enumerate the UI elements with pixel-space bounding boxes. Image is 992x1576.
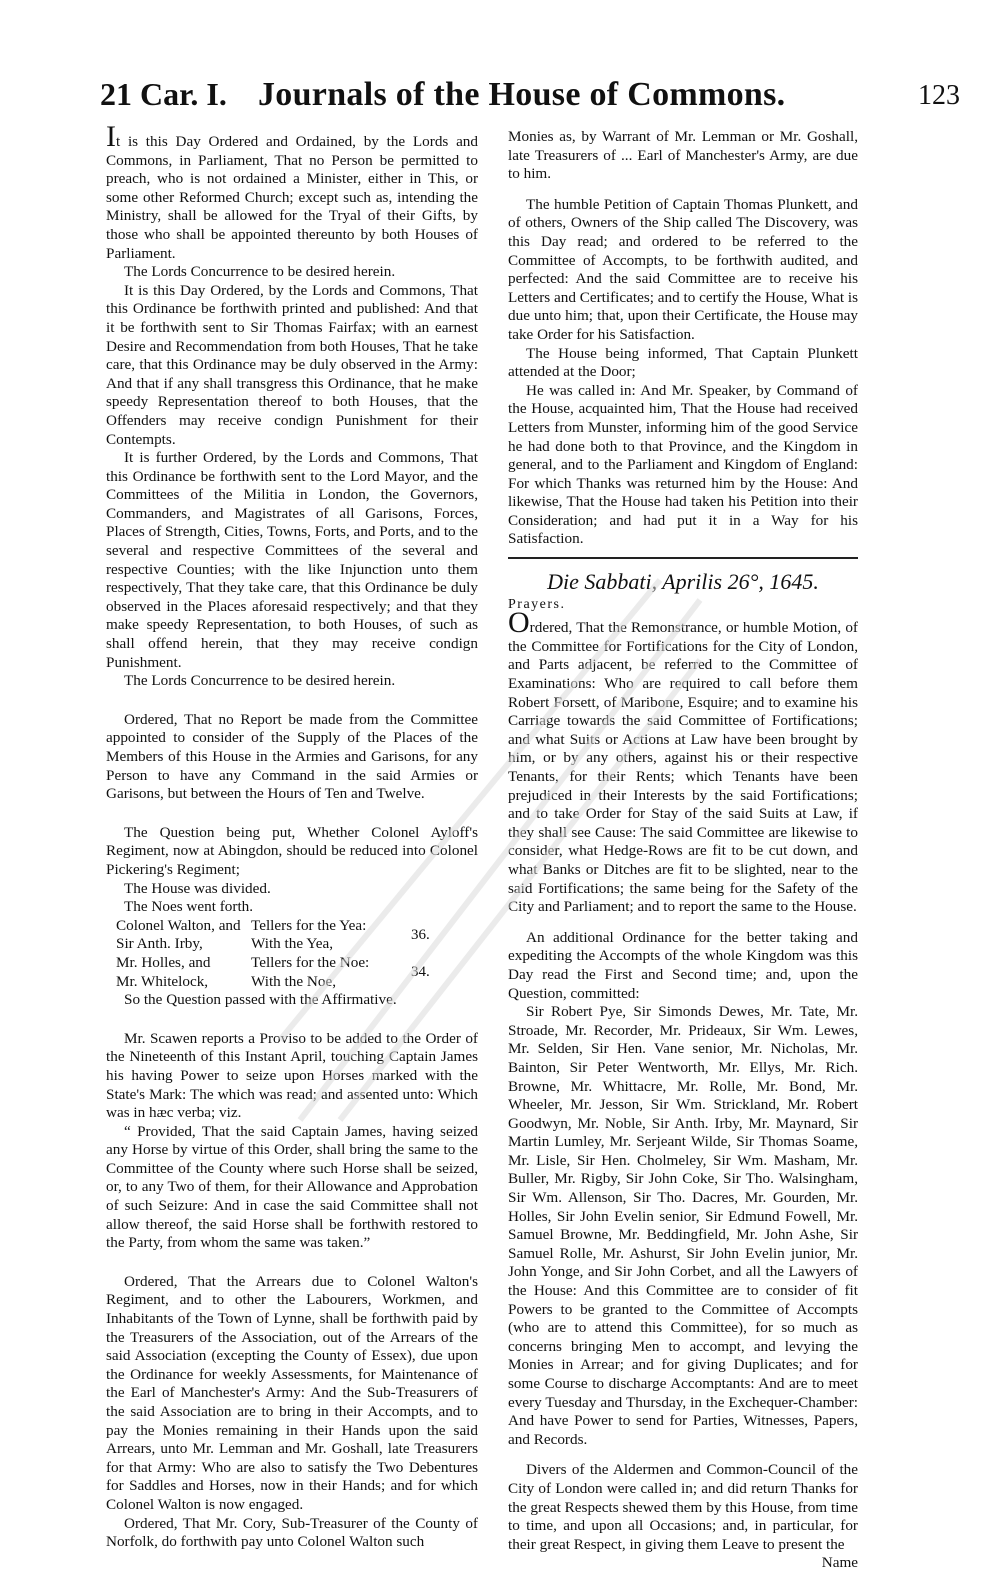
- division-tellers: [106, 917, 478, 991]
- paragraph: The Noes went forth.: [124, 898, 254, 916]
- regnal-year: 21 Car. I.: [100, 76, 227, 112]
- noe-count: 34.: [411, 964, 430, 981]
- running-header: [100, 76, 960, 122]
- paragraph: An additional Ordinance for the better taking and expediting the Accompts of the whole Kingdom was this Day read the First and Second time; and, upon the Question, committed:: [508, 928, 858, 1002]
- paragraph: He was called in: And Mr. Speaker, by Command of the House, acquainted him, That the House had received Letters from Munster, informing him of the good Service he had done both to that Province, and the Kingdom in general, and to the Parliament and Kingdom of England: For which Thanks was returned him by the House: And likewise, That the House had taken his Petition into their Consideration; and had put it in a Way for his Satisfaction.: [508, 381, 858, 548]
- teller-name: Mr. Whitelock,: [116, 972, 209, 990]
- paragraph: The humble Petition of Captain Thomas Plunkett, and of others, Owners of the Ship called The Discovery, was this Day read; and ordered to be referred to the Committee of Accompts, to be forthwith audited, and perfected: And the said Committee are to receive his Letters and Certificates; and to certify the House, What is due unto him; that, upon their Certificate, the House may take Order for his Satisfaction.: [508, 195, 858, 343]
- paragraph: The House was divided.: [124, 879, 271, 897]
- catchword: Name: [821, 1554, 858, 1572]
- paragraph: Divers of the Aldermen and Common-Council of the City of London were called in; and did return Thanks for the great Respects shewed them by this House, from time to time, and upon all Occasions; and, in particular, for their great Respect, in giving them Leave to present the: [508, 1461, 858, 1553]
- paragraph: The Question being put, Whether Colonel Ayloff's Regiment, now at Abingdon, should be reduced into Colonel Pickering's Regiment;: [106, 823, 478, 878]
- paragraph: Ordered, That the Remonstrance, or humble Motion, of the Committee for Fortifications for the City of London, and Parts adjacent, be referred to the Committee of Examinations: Who are required to call before them Robert Forsett, of Maribone, Esquire; and to examine his Carriage towards the said Committee of Fortifications; and what Suits or Actions at Law have been brought by him, or by any others, against his or their respective Tenants, for their Rents; which Tenants have been prejudiced in their Interests by the said Fortifications; and to take Order for Stay of the said Suits at Law, if they shall see Cause: The said Committee are likewise to consider, what Hedge-Rows are fit to be cut down, and what Banks or Ditches are fit to be slighted, near to the said Fortifications; the same being for the Safety of the City and Parliament; and to report the same to the House.: [508, 606, 858, 916]
- teller-role: Tellers for the Noe:: [251, 953, 370, 971]
- date-heading: Die Sabbati, Aprilis 26°, 1645.: [547, 569, 819, 595]
- teller-name: Sir Anth. Irby,: [116, 935, 203, 953]
- section-rule: [508, 557, 858, 559]
- paragraph: Ordered, That the Arrears due to Colonel Walton's Regiment, and to other the Labourers, Workmen, and Inhabitants of the Town of Lynne, shall be forthwith paid by the Treasurers of the Association, out of the Arrears of the said Association (excepting the County of Essex), due upon the Ordinance for weekly Assessments, for Maintenance of the Earl of Manchester's Army: And the Sub-Treasurers of the said Association are to bring in their Accompts, and to pay the Monies remaining in their Hands upon the said Arrears, unto Mr. Lemman and Mr. Goshall, late Treasurers for that Army: Who are also to satisfy the Two Debentures for Saddles and Horses, now in their Hands; and for which Colonel Walton is now engaged.: [106, 1272, 478, 1513]
- paragraph: The Lords Concurrence to be desired herein.: [124, 263, 396, 281]
- paragraph: The House being informed, That Captain Plunkett attended at the Door;: [508, 344, 858, 381]
- paragraph: Monies as, by Warrant of Mr. Lemman or Mr. Goshall, late Treasurers of ... Earl of Manchester's Army, are due to him.: [508, 128, 858, 183]
- paragraph: It is this Day Ordered and Ordained, by the Lords and Commons, in Parliament, That no Person be permitted to preach, who is not ordained a Minister, either in This, or some other Reformed Church; except such as, intending the Ministry, shall be allowed for the Tryal of their Gifts, by those who shall be appointed thereunto by both Houses of Parliament.: [106, 120, 478, 262]
- journal-title: Journals of the House of Commons.: [258, 76, 786, 113]
- right-column: [508, 128, 858, 1573]
- paragraph: It is this Day Ordered, by the Lords and Commons, That this Ordinance be forthwith printed and published: And that it be forthwith sent to Sir Thomas Fairfax; with an earnest Desire and Recommendation from both Houses, That he take care, that this Ordinance may be duly observed in the Army: And that if any shall transgress this Ordinance, that he make speedy Representation thereof to both Houses, that the Offenders may receive condign Punishment for their Contempts.: [106, 281, 478, 448]
- committee-members: Sir Robert Pye, Sir Simonds Dewes, Mr. Tate, Mr. Stroade, Mr. Recorder, Mr. Prideaux, Sir Wm. Lewes, Mr. Selden, Sir Hen. Vane senior, Mr. Nicholas, Mr. Bainton, Sir Peter Wentworth, Mr. Ellys, Mr. Rich. Browne, Mr. Whittacre, Mr. Rolle, Mr. Bond, Mr. Wheeler, Mr. Jesson, Sir Wm. Strickland, Mr. Robert Goodwyn, Mr. Noble, Sir Anth. Irby, Mr. Maynard, Sir Martin Lumley, Mr. Serjeant Wilde, Sir Thomas Soame, Mr. Lisle, Sir Hen. Cholmeley, Sir Wm. Masham, Mr. Buller, Mr. Rigby, Sir John Coke, Sir Tho. Walsingham, Sir Wm. Allenson, Sir Tho. Dacres, Mr. Gourden, Mr. Holles, Sir John Evelin senior, Sir Edmund Fowell, Mr. Samuel Browne, Mr. Beddingfield, Mr. John Ashe, Sir Samuel Rolle, Mr. Ashurst, Sir John Evelin junior, Mr. John Yonge, and Sir John Corbet, and all the Lawyers of the House: And this Committee are to consider of fit Powers to be granted to the Committee of Accompts (who are to attend this Committee), for so much as concerns bringing Men to accompt, and levying the Monies in Arrear; and for giving Duplicates; and for some Course to discharge Accomptants: And are to meet every Tuesday and Thursday, in the Exchequer-Chamber: And have Power to send for Parties, Witnesses, Papers, and Records.: [508, 1003, 858, 1448]
- paragraph: Ordered, That no Report be made from the Committee appointed to consider of the Supply of the Places of the Members of this House in the Armies and Garisons, for any Person to have any Command in the said Armies or Garisons, but between the Hours of Ten and Twelve.: [106, 710, 478, 803]
- paragraph: Ordered, That Mr. Cory, Sub-Treasurer of the County of Norfolk, do forthwith pay unto Colonel Walton such: [106, 1514, 478, 1551]
- teller-name: Colonel Walton, and: [116, 916, 241, 934]
- teller-role: With the Noe,: [251, 972, 337, 990]
- prayers-label: Prayers.: [508, 596, 566, 612]
- paragraph: Mr. Scawen reports a Proviso to be added to the Order of the Nineteenth of this Instant April, touching Captain James his having Power to seize upon Horses marked with the State's Mark: The which was read; and assented unto: Which was in hæc verba; viz.: [106, 1029, 478, 1122]
- left-column: [106, 120, 478, 1552]
- yea-count: 36.: [411, 927, 430, 944]
- teller-name: Mr. Holles, and: [116, 953, 211, 971]
- paragraph: “ Provided, That the said Captain James, having seized any Horse by virtue of this Order, shall bring the same to the Committee of the County where such Horse shall be seized, or, to any Two of them, for their Allowance and Approbation of such Seizure: And in case the said Committee shall not allow thereof, the said Horse shall be forthwith restored to the Party, from whom the same was taken.”: [106, 1122, 478, 1252]
- paragraph: So the Question passed with the Affirmative.: [124, 991, 397, 1009]
- paragraph: It is further Ordered, by the Lords and Commons, That this Ordinance be forthwith sent to the Lord Mayor, and the Committees of the Militia in London, the Governors, Commanders, and Magistrates of all Garisons, Forces, Places of Strength, Cities, Towns, Forts, and Ports, and to the several and respective Committees of the several and respective Counties; with the like Injunction unto them respectively, That they take care, that this Ordinance be duly observed in the Places aforesaid respectively; and that they make speedy Representation, to both Houses, of such as shall offend herein, that they may receive condign Punishment.: [106, 449, 478, 671]
- teller-role: Tellers for the Yea:: [251, 916, 367, 934]
- paragraph: The Lords Concurrence to be desired herein.: [124, 672, 396, 690]
- teller-role: With the Yea,: [251, 935, 334, 953]
- page-number: 123: [918, 80, 960, 111]
